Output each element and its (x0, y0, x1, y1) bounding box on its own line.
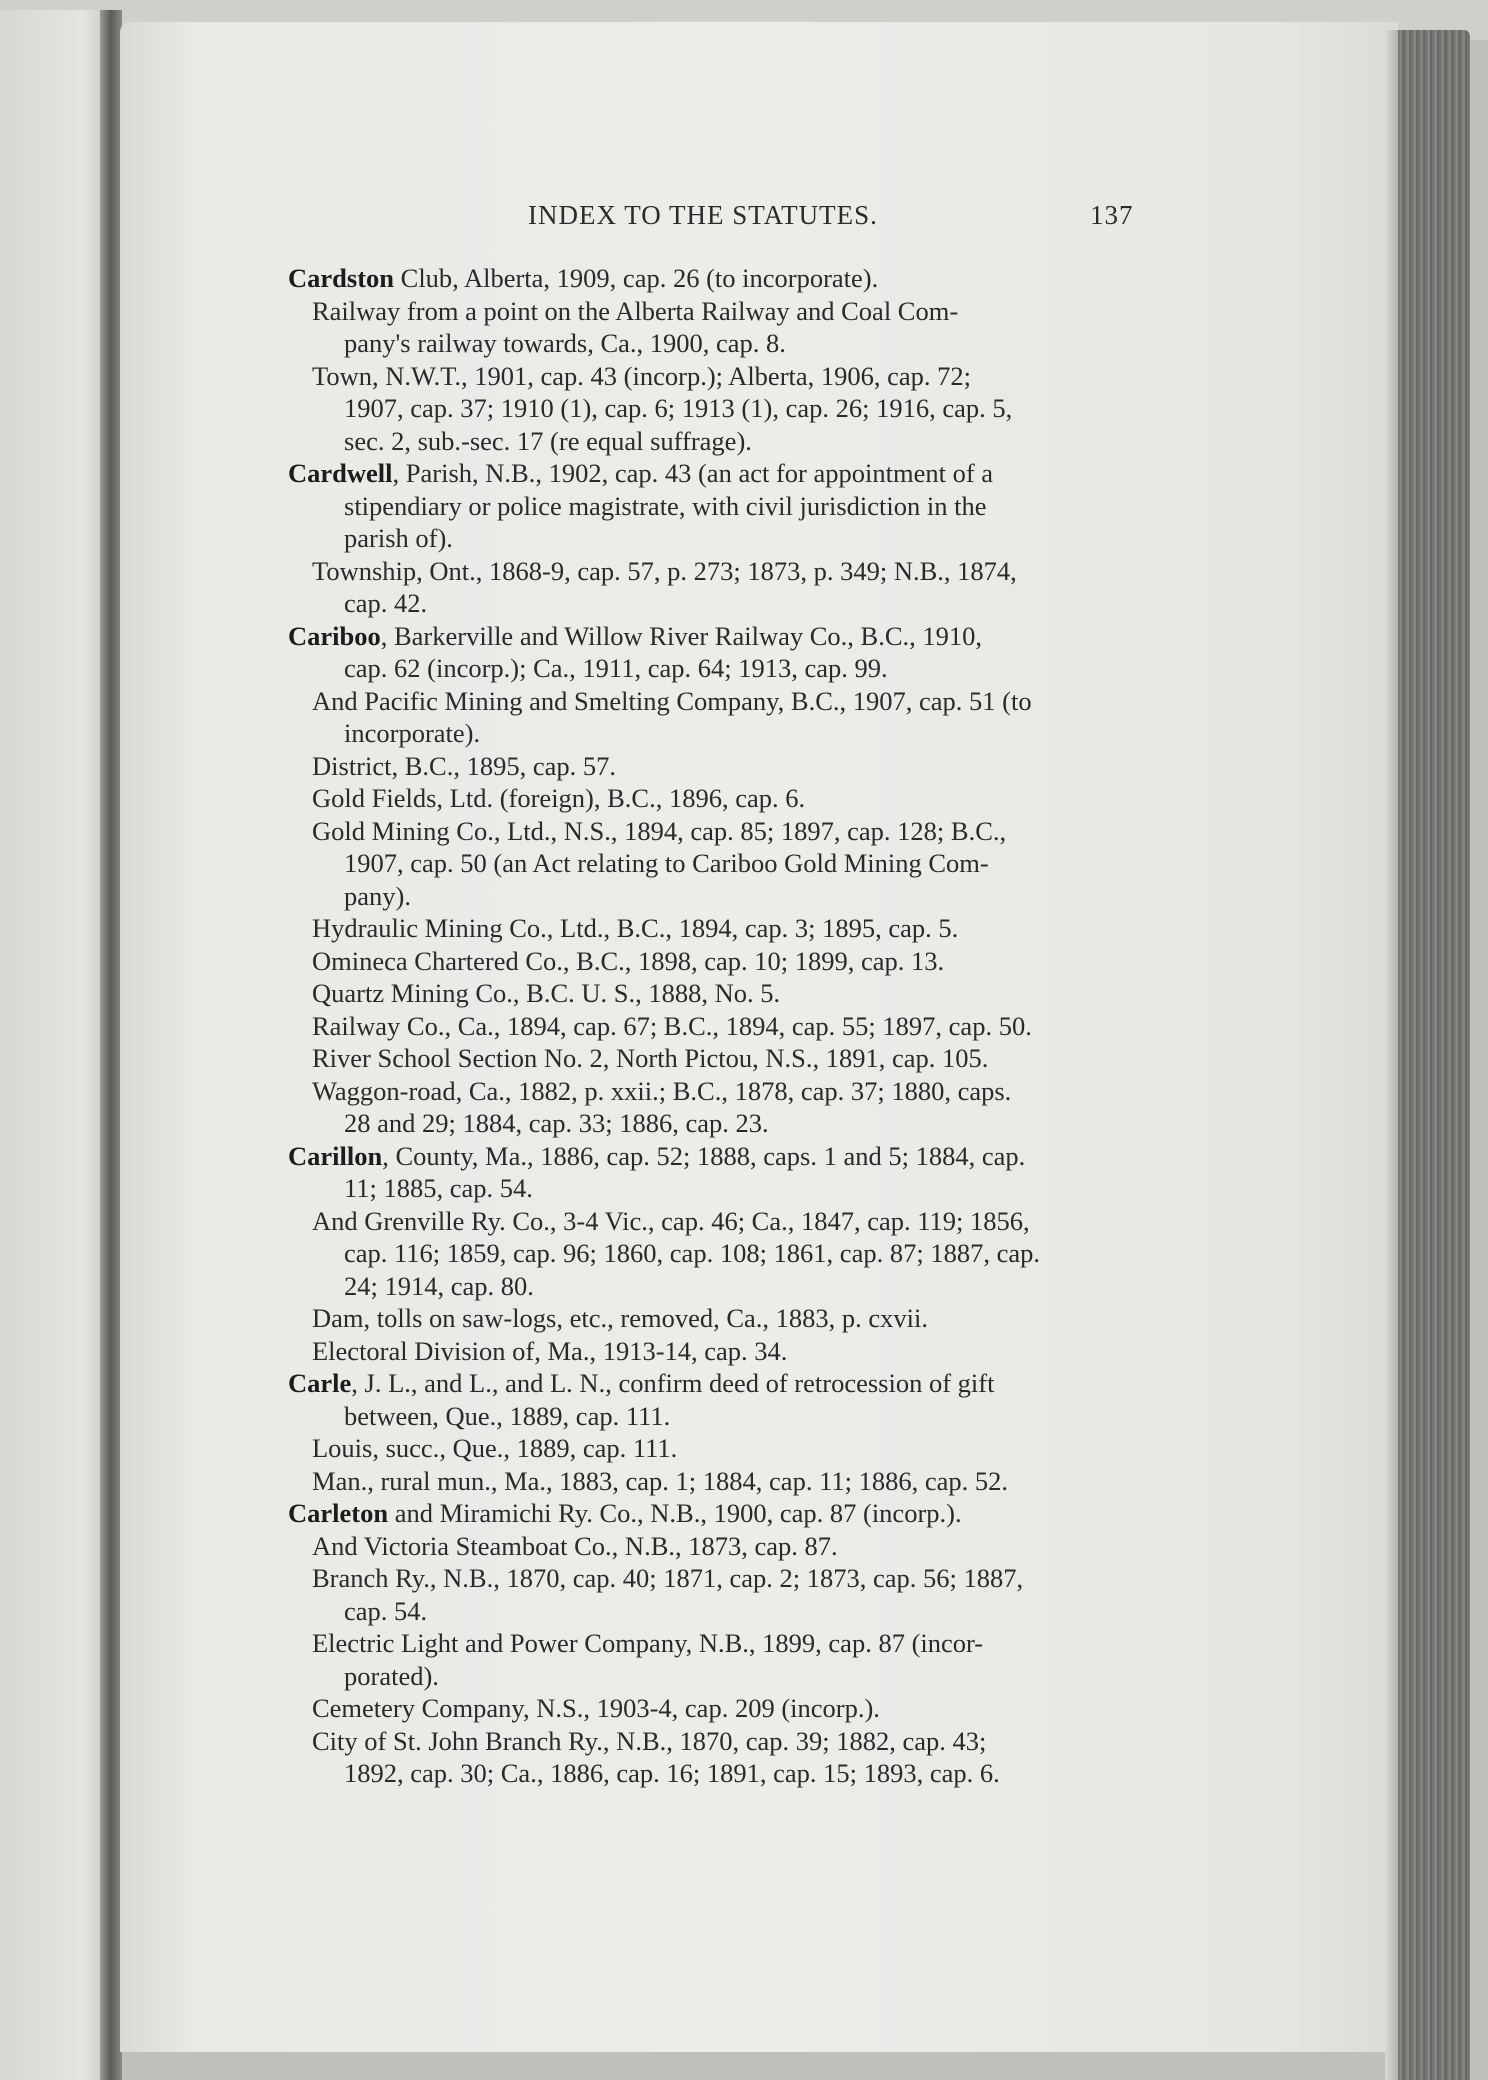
index-entry-text: Waggon-road, Ca., 1882, p. xxii.; B.C., 1878, cap. 37; 1880, caps. (312, 1075, 1012, 1106)
index-entry-line (288, 1725, 1148, 1758)
index-entry-line (288, 392, 1148, 425)
index-entry-line (288, 652, 1148, 685)
index-entry-text: 11; 1885, cap. 54. (344, 1173, 533, 1203)
index-headword: Carillon (288, 1140, 383, 1171)
index-entry-line (288, 1010, 1148, 1043)
index-entry-line (288, 1692, 1148, 1725)
index-entry-text: Cemetery Company, N.S., 1903-4, cap. 209 (incorp.). (312, 1693, 880, 1723)
index-entry-text: Railway Co., Ca., 1894, cap. 67; B.C., 1894, cap. 55; 1897, cap. 50. (312, 1010, 1032, 1041)
index-entry-text: Railway from a point on the Alberta Railway and Coal Com- (312, 295, 959, 326)
index-entry-line (288, 360, 1148, 393)
index-entry-line (288, 1530, 1148, 1563)
index-entry-text: 28 and 29; 1884, cap. 33; 1886, cap. 23. (344, 1108, 769, 1138)
index-entry-line (288, 1270, 1148, 1303)
index-entry-line (288, 1335, 1148, 1368)
index-entry-text: And Grenville Ry. Co., 3-4 Vic., cap. 46; Ca., 1847, cap. 119; 1856, (312, 1205, 1030, 1236)
index-entry-text: , Barkerville and Willow River Railway Co., B.C., 1910, (380, 620, 982, 651)
index-entry-text: , J. L., and L., and L. N., confirm deed of retrocession of gift (351, 1368, 995, 1398)
index-entry-line (288, 425, 1148, 458)
index-entry-text: porated). (344, 1660, 439, 1691)
index-headword: Cariboo (288, 620, 381, 651)
index-entry-line (288, 1465, 1148, 1498)
index-entry-text: District, B.C., 1895, cap. 57. (312, 750, 616, 781)
index-headword-line (288, 620, 1148, 653)
index-entry-text: cap. 116; 1859, cap. 96; 1860, cap. 108; 1861, cap. 87; 1887, cap. (344, 1238, 1040, 1268)
index-entry-text: Gold Fields, Ltd. (foreign), B.C., 1896, cap. 6. (312, 783, 806, 813)
index-entry-line (288, 1660, 1148, 1693)
index-entry-line (288, 327, 1148, 360)
index-entry-line (288, 1205, 1148, 1238)
index-entry-text: sec. 2, sub.-sec. 17 (re equal suffrage). (344, 425, 752, 456)
index-entry-text: cap. 42. (344, 588, 428, 618)
index-entry-line (288, 750, 1148, 783)
index-headword-line (288, 1497, 1148, 1530)
index-entry-text: Electric Light and Power Company, N.B., 1899, cap. 87 (incor- (312, 1628, 984, 1658)
index-entry-line (288, 945, 1148, 978)
index-entry-text: Dam, tolls on saw-logs, etc., removed, Ca., 1883, p. cxvii. (312, 1303, 929, 1333)
index-entry-text: pany's railway towards, Ca., 1900, cap. 8. (344, 328, 786, 358)
index-entry-text: Gold Mining Co., Ltd., N.S., 1894, cap. 85; 1897, cap. 128; B.C., (312, 815, 1007, 846)
index-entry-text: River School Section No. 2, North Pictou, N.S., 1891, cap. 105. (312, 1043, 989, 1073)
index-entry-text: And Pacific Mining and Smelting Company, B.C., 1907, cap. 51 (to (312, 685, 1032, 716)
index-entry-line (288, 1237, 1148, 1270)
index-entry-line (288, 555, 1148, 588)
index-entry-text: 1907, cap. 50 (an Act relating to Cariboo Gold Mining Com- (344, 848, 989, 878)
index-entry-text: and Miramichi Ry. Co., N.B., 1900, cap. 87 (incorp.). (388, 1498, 962, 1528)
index-entry-line (288, 522, 1148, 555)
index-entries (288, 262, 1148, 1790)
index-entry-text: cap. 62 (incorp.); Ca., 1911, cap. 64; 1913, cap. 99. (344, 653, 888, 683)
index-headword: Cardston (288, 263, 395, 293)
index-entry-text: pany). (344, 880, 411, 911)
index-headword-line (288, 262, 1148, 295)
index-entry-line (288, 1400, 1148, 1433)
index-entry-text: Town, N.W.T., 1901, cap. 43 (incorp.); Alberta, 1906, cap. 72; (312, 360, 972, 391)
index-entry-line (288, 815, 1148, 848)
index-entry-line (288, 1107, 1148, 1140)
index-entry-line (288, 1757, 1148, 1790)
index-entry-text: Omineca Chartered Co., B.C., 1898, cap. 10; 1899, cap. 13. (312, 945, 945, 976)
index-entry-line (288, 717, 1148, 750)
index-headword: Carleton (288, 1498, 389, 1528)
index-entry-line (288, 912, 1148, 945)
page-block-edge (1398, 30, 1470, 2080)
page-number: 137 (1090, 200, 1134, 230)
index-entry-text: Quartz Mining Co., B.C. U. S., 1888, No. 5. (312, 978, 781, 1008)
index-entry-line (288, 295, 1148, 328)
index-entry-text: cap. 54. (344, 1595, 428, 1626)
index-entry-line (288, 847, 1148, 880)
index-entry-text: parish of). (344, 523, 453, 553)
index-entry-text: Hydraulic Mining Co., Ltd., B.C., 1894, cap. 3; 1895, cap. 5. (312, 913, 959, 943)
index-entry-text: , County, Ma., 1886, cap. 52; 1888, caps. 1 and 5; 1884, cap. (382, 1140, 1026, 1171)
index-entry-line (288, 782, 1148, 815)
index-entry-line (288, 1302, 1148, 1335)
index-entry-line (288, 685, 1148, 718)
index-headword: Cardwell (288, 458, 393, 488)
index-entry-line (288, 1172, 1148, 1205)
index-entry-line (288, 1432, 1148, 1465)
index-entry-text: between, Que., 1889, cap. 111. (344, 1400, 671, 1431)
index-entry-text: Township, Ont., 1868-9, cap. 57, p. 273; 1873, p. 349; N.B., 1874, (312, 555, 1017, 586)
index-entry-line (288, 1595, 1148, 1628)
index-entry-text: 1907, cap. 37; 1910 (1), cap. 6; 1913 (1), cap. 26; 1916, cap. 5, (344, 393, 1013, 423)
index-entry-line (288, 1075, 1148, 1108)
running-title: INDEX TO THE STATUTES. (528, 200, 878, 230)
index-entry-text: And Victoria Steamboat Co., N.B., 1873, cap. 87. (312, 1530, 838, 1561)
index-entry-text: , Parish, N.B., 1902, cap. 43 (an act for appointment of a (392, 458, 994, 488)
index-entry-line (288, 880, 1148, 913)
index-entry-line (288, 977, 1148, 1010)
index-entry-text: Branch Ry., N.B., 1870, cap. 40; 1871, cap. 2; 1873, cap. 56; 1887, (312, 1563, 1024, 1593)
index-headword-line (288, 1367, 1148, 1400)
index-entry-line (288, 1627, 1148, 1660)
index-entry-text: Louis, succ., Que., 1889, cap. 111. (312, 1433, 678, 1463)
running-header (0, 200, 1488, 240)
index-headword-line (288, 457, 1148, 490)
index-headword: Carle (288, 1368, 352, 1398)
index-entry-text: Electoral Division of, Ma., 1913-14, cap. 34. (312, 1335, 788, 1366)
index-entry-line (288, 490, 1148, 523)
index-entry-text: Man., rural mun., Ma., 1883, cap. 1; 1884, cap. 11; 1886, cap. 52. (312, 1465, 1008, 1496)
index-entry-text: incorporate). (344, 718, 481, 748)
index-entry-text: 24; 1914, cap. 80. (344, 1270, 534, 1301)
index-entry-line (288, 1042, 1148, 1075)
index-entry-text: Club, Alberta, 1909, cap. 26 (to incorporate). (394, 263, 879, 293)
index-entry-text: City of St. John Branch Ry., N.B., 1870, cap. 39; 1882, cap. 43; (312, 1725, 987, 1756)
index-entry-text: stipendiary or police magistrate, with civil jurisdiction in the (344, 490, 987, 521)
index-entry-line (288, 1562, 1148, 1595)
index-headword-line (288, 1140, 1148, 1173)
index-entry-text: 1892, cap. 30; Ca., 1886, cap. 16; 1891, cap. 15; 1893, cap. 6. (344, 1758, 1000, 1788)
index-entry-line (288, 587, 1148, 620)
book-gutter (100, 10, 122, 2080)
